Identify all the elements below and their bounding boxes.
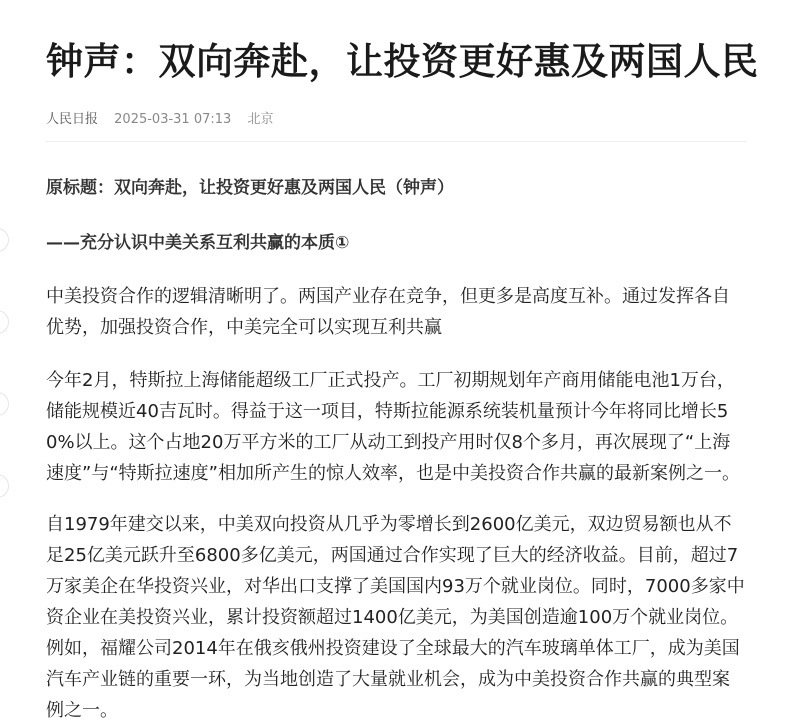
side-share-button[interactable] [0, 310, 9, 334]
article-subtitle: ——充分认识中美关系互利共赢的本质① [46, 233, 350, 253]
paragraph: 自1979年建交以来，中美双向投资从几乎为零增长到2600亿美元，双边贸易额也从不足25亿美元跃升至6800多亿美元，两国通过合作实现了巨大的经济收益。目前，超过7万家美企在华投资兴业，对华出口支撑了美国国内93万个就业岗位。同时，7000多家中资企业在美投资兴业，累计投资额超过1400亿美元，为美国创造逾100万个就业岗位。例如，福耀公司2014年在俄亥俄州投资建设了全球最大的汽车玻璃单体工厂，成为美国汽车产业链的重要一环，为当地创造了大量就业机会，成为中美投资合作共赢的典型案例之一。 [46, 514, 745, 721]
article-title: 钟声：双向奔赴，让投资更好惠及两国人民 [46, 40, 759, 83]
paragraph: 中美投资合作的逻辑清晰明了。两国产业存在竞争，但更多是高度互补。通过发挥各自优势，加强投资合作，中美完全可以实现互利共赢 [46, 286, 730, 338]
meta-divider [46, 141, 746, 142]
paragraph: 今年2月，特斯拉上海储能超级工厂正式投产。工厂初期规划年产商用储能电池1万台，储能规模近40吉瓦时。得益于这一项目，特斯拉能源系统装机量预计今年将同比增长50%以上。这个占地20万平方米的工厂从动工到投产用时仅8个多月，再次展现了“上海速度”与“特斯拉速度”相加所产生的惊人效率，也是中美投资合作共赢的最新案例之一。 [46, 370, 740, 484]
article-location: 北京 [247, 112, 274, 127]
side-share-button[interactable] [0, 228, 9, 252]
original-title: 原标题：双向奔赴，让投资更好惠及两国人民（钟声） [46, 178, 454, 198]
article-datetime: 2025-03-31 07:13 [114, 112, 232, 127]
side-share-button[interactable] [0, 392, 9, 416]
article-source[interactable]: 人民日报 [46, 112, 99, 127]
side-share-button[interactable] [0, 474, 9, 498]
article-meta [46, 110, 285, 130]
